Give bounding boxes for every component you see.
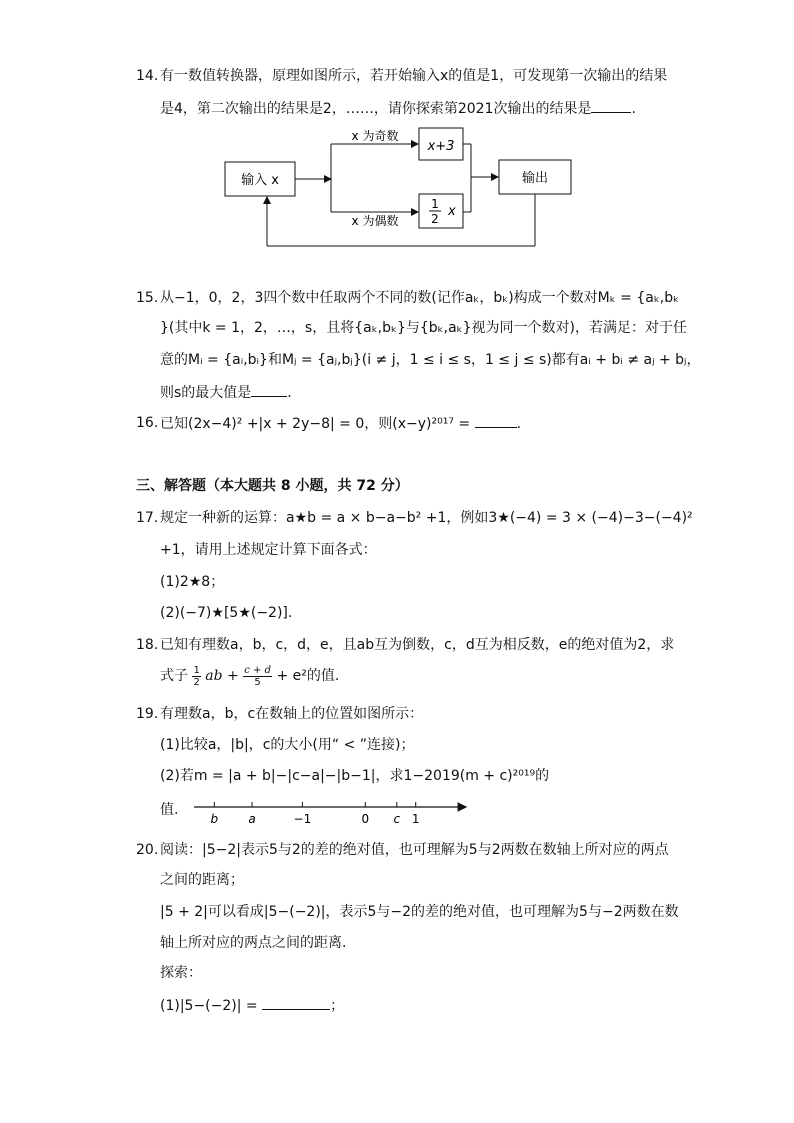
q18-prefix: 式子 — [160, 668, 188, 684]
number-line-label: c — [393, 812, 401, 826]
q18-frac1-den: 2 — [193, 676, 200, 688]
q15-period: . — [287, 385, 292, 401]
q18-mid: ab + — [205, 668, 239, 684]
section-heading-answer-questions: 三、解答题（本大题共 8 小题，共 72 分） — [136, 478, 409, 494]
q17-part2: (2)(−7)★[5★(−2)]. — [160, 605, 293, 621]
q20-line2: 之间的距离； — [160, 872, 244, 888]
q20-line6 — [160, 995, 344, 1016]
q18-fraction-cd — [243, 665, 272, 688]
answer-blank-20-1[interactable] — [262, 995, 330, 1010]
q18-line2 — [160, 664, 339, 688]
q17-line2: +1，请用上述规定计算下面各式： — [160, 542, 377, 558]
number-converter-diagram — [215, 122, 585, 252]
q14-line1: 有一数值转换器，原理如图所示，若开始输入x的值是1，可发现第一次输出的结果 — [160, 68, 668, 84]
input-label: 输入 x — [241, 173, 279, 188]
q18-suffix: + e²的值. — [276, 668, 340, 684]
q18-frac2-den: 5 — [254, 676, 261, 688]
add-three-label: x+3 — [427, 139, 455, 154]
q20-line1: 阅读：|5−2|表示5与2的差的绝对值，也可理解为5与2两数在数轴上所对应的两点 — [160, 842, 669, 858]
q15-line4-text: 则s的最大值是 — [160, 385, 252, 401]
number-line-label: 1 — [411, 812, 420, 826]
number-line-label: a — [248, 812, 256, 826]
q20-line3: |5 + 2|可以看成|5−(−2)|，表示5与−2的差的绝对值，也可理解为5与−2两数在数 — [160, 904, 679, 920]
q20-line4: 轴上所对应的两点之间的距离. — [160, 935, 347, 951]
q18-frac2-num: c + d — [244, 664, 271, 676]
q15-line2: }(其中k = 1，2，…，s，且将{aₖ,bₖ}与{bₖ,aₖ}视为同一个数对)，若满足：对于任 — [160, 320, 687, 336]
answer-blank-16[interactable] — [475, 413, 517, 428]
q19-part1: (1)比较a，|b|，c的大小(用“ < ”连接)； — [160, 737, 415, 753]
q15-line3: 意的Mᵢ = {aᵢ,bᵢ}和Mⱼ = {aⱼ,bⱼ}(i ≠ j，1 ≤ i ≤ s，1 ≤ j ≤ s)都有aᵢ + bᵢ ≠ aⱼ + bⱼ， — [160, 352, 701, 368]
q16-text: 已知(2x−4)² +|x + 2y−8| = 0，则(x−y)²⁰¹⁷ = — [160, 416, 471, 432]
q18-frac1-num: 1 — [193, 664, 200, 676]
q19-part3: 值. — [160, 802, 179, 818]
question-number-16: 16. — [136, 415, 159, 431]
output-label: 输出 — [521, 171, 549, 186]
number-line — [190, 795, 475, 829]
q17-line1: 规定一种新的运算：a★b = a × b−a−b² +1，例如3★(−4) = 3 × (−4)−3−(−4)² — [160, 510, 693, 526]
even-condition-label: x 为偶数 — [351, 214, 399, 228]
odd-condition-label: x 为奇数 — [351, 129, 399, 143]
question-number-15: 15. — [136, 290, 159, 306]
answer-blank-15[interactable] — [251, 382, 287, 397]
q19-part2: (2)若m = |a + b|−|c−a|−|b−1|，求1−2019(m + c)²⁰¹⁹的 — [160, 768, 550, 784]
q18-fraction-half — [192, 665, 200, 688]
q20-semicolon: ； — [330, 998, 345, 1014]
half-denominator: 2 — [431, 212, 439, 226]
q14-line2 — [160, 98, 636, 119]
question-number-19: 19. — [136, 706, 159, 722]
number-line-label: b — [210, 812, 219, 826]
q19-line1: 有理数a，b，c在数轴上的位置如图所示： — [160, 706, 424, 722]
q15-line1: 从−1，0，2，3四个数中任取两个不同的数(记作aₖ，bₖ)构成一个数对Mₖ = {aₖ,bₖ — [160, 290, 680, 306]
number-line-label: 0 — [361, 812, 370, 826]
question-number-17: 17. — [136, 510, 159, 526]
half-numerator: 1 — [431, 197, 439, 211]
question-number-18: 18. — [136, 637, 159, 653]
q17-part1: (1)2★8； — [160, 574, 225, 590]
q18-line1: 已知有理数a，b，c，d，e，且ab互为倒数，c，d互为相反数，e的绝对值为2，求 — [160, 637, 675, 653]
half-variable: x — [448, 204, 456, 219]
question-number-20: 20. — [136, 842, 159, 858]
q20-line5: 探索： — [160, 965, 202, 981]
number-line-label: −1 — [293, 812, 312, 826]
q16-period: . — [516, 416, 522, 432]
q20-line6-text: (1)|5−(−2)| = — [160, 998, 258, 1014]
q14-line2-text: 是4，第二次输出的结果是2，……，请你探索第2021次输出的结果是 — [160, 101, 592, 117]
q14-period: . — [631, 101, 636, 117]
question-number-14: 14. — [136, 68, 159, 84]
q15-line4 — [160, 382, 292, 403]
q16-line — [160, 413, 521, 434]
answer-blank-14[interactable] — [591, 98, 631, 113]
